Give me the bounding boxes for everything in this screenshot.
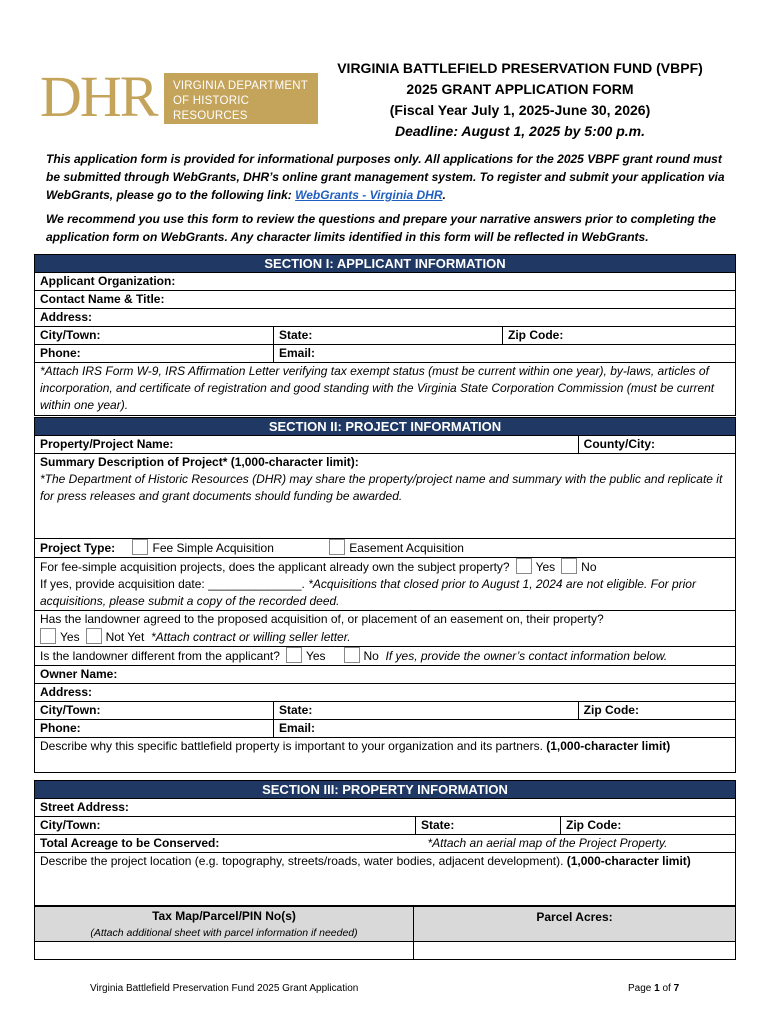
- owner-city-field[interactable]: City/Town:: [35, 702, 274, 720]
- acreage-field[interactable]: [35, 835, 736, 853]
- section-1-header: SECTION I: APPLICANT INFORMATION: [35, 255, 736, 273]
- acreage-label: Total Acreage to be Conserved:: [40, 836, 220, 850]
- importance-field[interactable]: [35, 738, 736, 773]
- diff-no-checkbox[interactable]: [344, 647, 360, 663]
- different-question: Is the landowner different from the applicant?: [40, 649, 280, 663]
- tax-map-value[interactable]: [35, 942, 414, 960]
- deadline: Deadline: August 1, 2025 by 5:00 p.m.: [394, 123, 645, 139]
- page-total: 7: [673, 983, 680, 994]
- email-field[interactable]: Email:: [274, 345, 736, 363]
- owner-info-note: If yes, provide the owner’s contact information below.: [385, 649, 668, 663]
- attachment-note: *Attach IRS Form W-9, IRS Affirmation Letter verifying tax exempt status (must be current within one year), by-laws, articles of incorporation, and certificate of registration and good standing with the Virginia State Corporation Commission (must be current within one year).: [35, 363, 736, 416]
- agree-yes-label: Yes: [60, 630, 80, 644]
- summary-note: *The Department of Historic Resources (DHR) may share the property/project name and summary with the public and replicate it for press releases and grant documents should funding be awarded.: [40, 472, 723, 503]
- importance-question: Describe why this specific battlefield property is important to your organization and its partners.: [40, 739, 547, 753]
- contact-name-field[interactable]: Contact Name & Title:: [35, 291, 736, 309]
- owner-phone-field[interactable]: Phone:: [35, 720, 274, 738]
- agree-notyet-label: Not Yet: [105, 630, 145, 644]
- owner-email-field[interactable]: Email:: [274, 720, 736, 738]
- acquisition-date-field[interactable]: If yes, provide acquisition date: ______________.: [40, 577, 309, 591]
- diff-yes-checkbox[interactable]: [286, 647, 302, 663]
- property-zip-field[interactable]: Zip Code:: [561, 817, 736, 835]
- parcel-acres-header: Parcel Acres:: [414, 907, 736, 942]
- summary-label: Summary Description of Project* (1,000-character limit):: [40, 455, 359, 469]
- ownership-row: [35, 558, 736, 611]
- section-3-table: [34, 780, 736, 906]
- location-limit: (1,000-character limit): [566, 854, 691, 868]
- own-yes-label: Yes: [535, 560, 556, 574]
- landowner-question: Has the landowner agreed to the proposed acquisition of, or placement of an easement on, their property?: [40, 612, 604, 626]
- project-type-row: [35, 539, 736, 558]
- property-city-field[interactable]: City/Town:: [35, 817, 416, 835]
- tax-map-note: (Attach additional sheet with parcel information if needed): [90, 927, 358, 939]
- logo-text: [164, 73, 318, 124]
- city-field[interactable]: City/Town:: [35, 327, 274, 345]
- diff-no-label: No: [363, 649, 379, 663]
- owner-state-field[interactable]: State:: [274, 702, 579, 720]
- section-2-header: SECTION II: PROJECT INFORMATION: [35, 418, 736, 436]
- easement-checkbox[interactable]: [329, 539, 345, 555]
- tax-map-label: Tax Map/Parcel/PIN No(s): [152, 909, 296, 923]
- state-field[interactable]: State:: [274, 327, 503, 345]
- owner-address-field[interactable]: Address:: [35, 684, 736, 702]
- intro-paragraph-1: [46, 150, 730, 204]
- agree-notyet-checkbox[interactable]: [86, 628, 102, 644]
- page-mid: of: [659, 983, 674, 994]
- diff-yes-label: Yes: [305, 649, 326, 663]
- applicant-org-field[interactable]: Applicant Organization:: [35, 273, 736, 291]
- intro-end: .: [442, 188, 446, 202]
- project-name-field[interactable]: Property/Project Name:: [35, 436, 579, 454]
- tax-map-header: [35, 907, 414, 942]
- parcel-table: [34, 906, 736, 960]
- address-field[interactable]: Address:: [35, 309, 736, 327]
- page-current: 1: [654, 983, 660, 994]
- form-title: [330, 58, 710, 142]
- title-line3: (Fiscal Year July 1, 2025-June 30, 2026): [389, 102, 651, 118]
- landowner-agree-row: [35, 611, 736, 647]
- webgrants-link[interactable]: WebGrants - Virginia DHR: [295, 188, 443, 202]
- ownership-question: For fee-simple acquisition projects, does the applicant already own the subject property?: [40, 560, 510, 574]
- importance-limit: (1,000-character limit): [546, 739, 671, 753]
- logo-line2: OF HISTORIC RESOURCES: [173, 95, 250, 122]
- title-line1: VIRGINIA BATTLEFIELD PRESERVATION FUND (VBPF): [337, 60, 703, 76]
- landowner-different-row: [35, 647, 736, 666]
- agree-yes-checkbox[interactable]: [40, 628, 56, 644]
- fee-simple-label: Fee Simple Acquisition: [152, 541, 274, 555]
- logo-line1: VIRGINIA DEPARTMENT: [173, 80, 309, 92]
- owner-name-field[interactable]: Owner Name:: [35, 666, 736, 684]
- easement-label: Easement Acquisition: [349, 541, 464, 555]
- summary-field[interactable]: [35, 454, 736, 539]
- attach-contract-note: *Attach contract or willing seller letter.: [150, 630, 351, 644]
- aerial-map-note: *Attach an aerial map of the Project Property.: [427, 836, 668, 850]
- location-question: Describe the project location (e.g. topography, streets/roads, water bodies, adjacent development).: [40, 854, 567, 868]
- acquisition-note: *Acquisitions that closed prior to August 1, 2024 are not eligible. For prior acquisitions, please submit a copy of the recorded deed.: [40, 577, 696, 608]
- zip-field[interactable]: Zip Code:: [503, 327, 736, 345]
- section-2-table: [34, 417, 736, 773]
- title-line2: 2025 GRANT APPLICATION FORM: [406, 81, 634, 97]
- location-field[interactable]: [35, 853, 736, 906]
- county-field[interactable]: County/City:: [578, 436, 735, 454]
- own-no-label: No: [581, 560, 597, 574]
- parcel-acres-value[interactable]: [414, 942, 736, 960]
- owner-zip-field[interactable]: Zip Code:: [578, 702, 735, 720]
- footer-title: Virginia Battlefield Preservation Fund 2025 Grant Application: [90, 983, 359, 994]
- section-1-table: [34, 254, 736, 416]
- fee-simple-checkbox[interactable]: [132, 539, 148, 555]
- own-yes-checkbox[interactable]: [516, 558, 532, 574]
- intro-paragraph-2: We recommend you use this form to review the questions and prepare your narrative answers prior to completing the application form on WebGrants. Any character limits identified in this form will be reflected in WebGrants.: [46, 212, 716, 244]
- property-state-field[interactable]: State:: [416, 817, 561, 835]
- street-address-field[interactable]: Street Address:: [35, 799, 736, 817]
- own-no-checkbox[interactable]: [561, 558, 577, 574]
- phone-field[interactable]: Phone:: [35, 345, 274, 363]
- page-pre: Page: [628, 983, 655, 994]
- logo-mark: DHR: [40, 64, 157, 129]
- project-type-label: Project Type:: [40, 541, 116, 555]
- intro-text: This application form is provided for informational purposes only. All applications for the 2025 VBPF grant round must be submitted through WebGrants, DHR’s online grant management system. To register and submit your application via WebGrants, please go to the following link:: [46, 152, 725, 202]
- section-3-header: SECTION III: PROPERTY INFORMATION: [35, 781, 736, 799]
- page-number: [628, 983, 679, 994]
